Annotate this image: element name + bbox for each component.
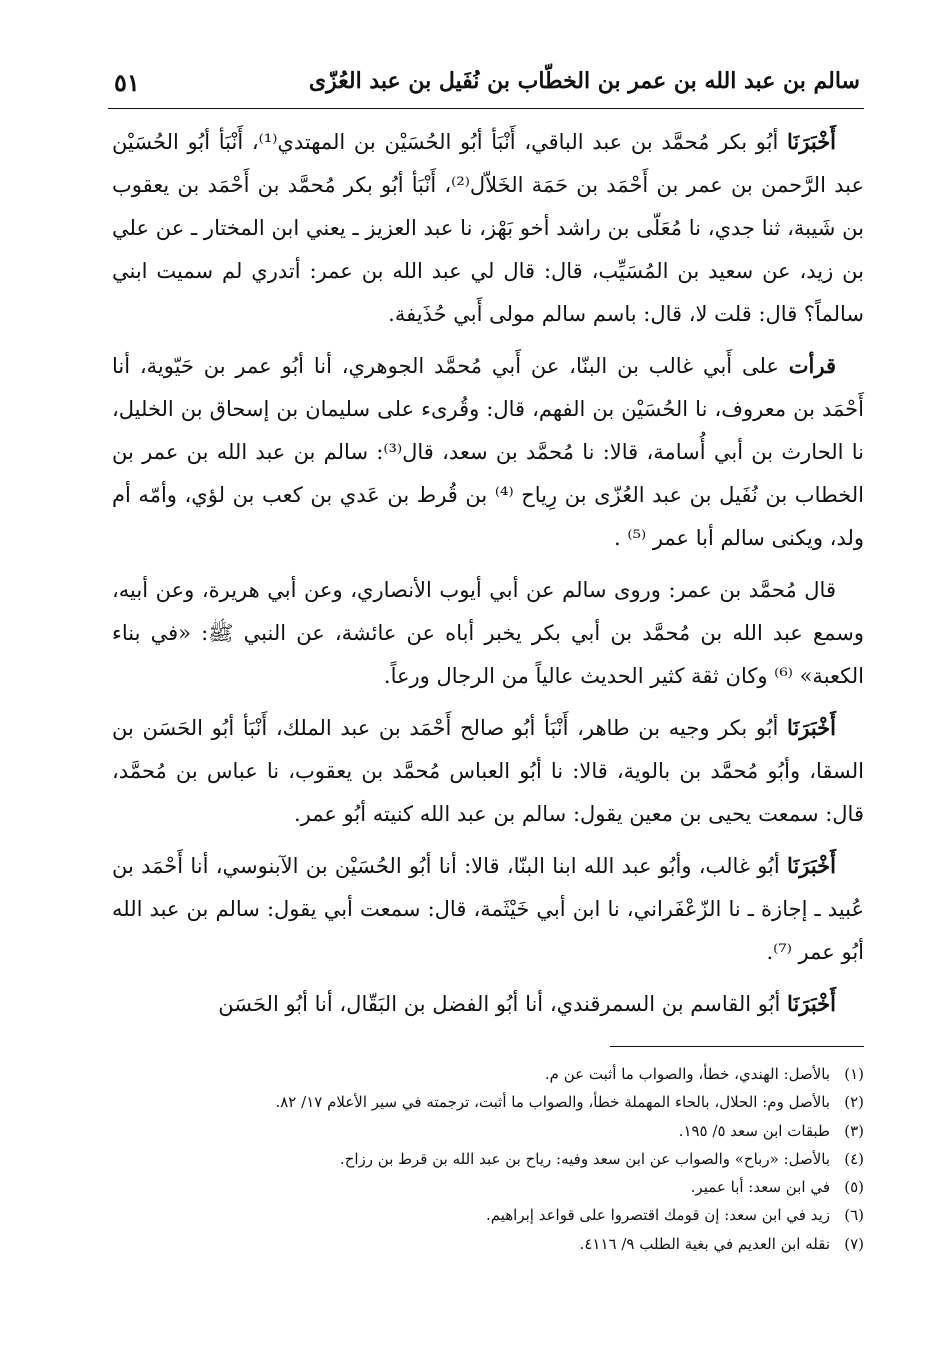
footnote	[150, 1117, 864, 1145]
main-text	[112, 120, 864, 1034]
paragraph	[112, 568, 864, 698]
footnote-number: (٢)	[844, 1093, 864, 1112]
footnote	[150, 1230, 864, 1258]
footnote	[150, 1060, 864, 1088]
paragraph	[112, 706, 864, 836]
paragraph-lead: أَخْبَرَنَا	[787, 853, 836, 878]
footnote-text: زيد في ابن سعد: إن قومك اقتصروا على قواعد إبراهيم.	[485, 1206, 830, 1225]
footnote-number: (٥)	[844, 1178, 864, 1197]
paragraph-text: أبُو بكر مُحمَّد بن عبد الباقي، أَنْبَأ أبُو الحُسَيْن بن المهتدي⁽¹⁾، أَنْبَأ أبُو الحُسَيْن عبد الرَّحمن بن عمر بن أَحْمَد بن حَمَة الخَلاّل⁽²⁾، أَنْبَأ أبُو بكر مُحمَّد بن أَحْمَد بن يعقوب بن شَيبة، ثنا جدي، نا مُعَلّى بن راشد أخو بَهْز، نا عبد العزيز ـ يعني ابن المختار ـ عن علي بن زيد، عن سعيد بن المُسَيِّب، قال: قال لي عبد الله بن عمر: أتدري لم سميت ابني سالماً؟ قال: قلت لا، قال: باسم سالم مولى أَبي حُذَيفة.	[112, 130, 864, 326]
footnote	[150, 1173, 864, 1201]
footnote-number: (٤)	[844, 1149, 864, 1168]
footnote-text: بالأصل: «رباح» والصواب عن ابن سعد وفيه: رياح بن عبد الله بن قرط بن رزاح.	[339, 1149, 830, 1168]
footnote-number: (٦)	[844, 1206, 864, 1225]
header-title: سالم بن عبد الله بن عمر بن الخطّاب بن نُفَيل بن عبد العُزّى	[308, 68, 860, 94]
footnote-separator	[610, 1046, 864, 1047]
paragraph-text: على أَبي غالب بن البنّا، عن أَبي مُحمَّد الجوهري، أنا أبُو عمر بن حَيّوية، أنا أَحْمَد بن معروف، نا الحُسَيْن بن الفهم، قال: وقُرىء على سليمان بن إسحاق بن الخليل، نا الحارث بن أبي أُسامة، قالا: نا مُحمَّد بن سعد، قال⁽³⁾: سالم بن عبد الله بن عمر بن الخطاب بن نُفَيل بن عبد العُزّى بن رِياح ⁽⁴⁾ بن قُرط بن عَدي بن كعب بن لؤي، وأمّه أم ولد، ويكنى سالم أبا عمر ⁽⁵⁾ .	[112, 354, 864, 550]
footnote	[150, 1145, 864, 1173]
footnotes	[150, 1060, 864, 1258]
footnote-text: في ابن سعد: أبا عمير.	[690, 1178, 830, 1197]
paragraph-lead: قرأت	[788, 353, 836, 378]
paragraph-text: أبُو غالب، وأبُو عبد الله ابنا البنّا، قالا: أنا أبُو الحُسَيْن بن الآبنوسي، أنا أَحْمَد بن عُبيد ـ إجازة ـ نا الزّعْفَراني، نا ابن أبي خَيْثَمة، قال: سمعت أبي يقول: سالم بن عبد الله أبُو عمر ⁽⁷⁾.	[112, 854, 864, 964]
paragraph-lead: أَخْبَرَنَا	[787, 715, 836, 740]
page-number: ٥١	[114, 68, 140, 97]
paragraph	[112, 982, 864, 1026]
paragraph	[112, 344, 864, 560]
paragraph	[112, 120, 864, 336]
footnote-text: بالأصل وم: الحلال، بالحاء المهملة خطأ، والصواب ما أثبت، ترجمته في سير الأعلام ١٧/ ٨٢.	[275, 1093, 830, 1112]
footnote	[150, 1201, 864, 1229]
footnote-number: (١)	[844, 1065, 864, 1083]
footnote-text: بالأصل: الهندي، خطأ، والصواب ما أثبت عن م.	[544, 1065, 830, 1083]
paragraph-text: أبُو بكر وجيه بن طاهر، أَنْبَأ أبُو صالح أَحْمَد بن عبد الملك، أَنْبَأ أبُو الحَسَن بن السقا، وأبُو مُحمَّد بن بالوية، قالا: نا أبُو العباس مُحمَّد بن يعقوب، نا عباس بن مُحمَّد، قال: سمعت يحيى بن معين يقول: سالم بن عبد الله كنيته أبُو عمر.	[112, 716, 864, 826]
footnote-number: (٣)	[844, 1121, 864, 1140]
paragraph-lead: أَخْبَرَنَا	[787, 129, 837, 154]
paragraph	[112, 844, 864, 974]
paragraph-lead: أَخْبَرَنَا	[787, 991, 836, 1016]
paragraph-text: أبُو القاسم بن السمرقندي، أنا أبُو الفضل بن البَقّال، أنا أبُو الحَسَن	[218, 992, 788, 1016]
footnote	[150, 1088, 864, 1116]
footnote-number: (٧)	[844, 1234, 864, 1253]
paragraph-text: قال مُحمَّد بن عمر: وروى سالم عن أبي أيوب الأنصاري، وعن أبي هريرة، وعن أبيه، وسمع عبد الله بن مُحمَّد بن أبي بكر يخبر أباه عن عائشة، عن النبي ﷺ: «في بناء الكعبة» ⁽⁶⁾ وكان ثقة كثير الحديث عالياً من الرجال ورعاً.	[112, 578, 864, 688]
running-header	[108, 62, 864, 109]
footnote-text: نقله ابن العديم في بغية الطلب ٩/ ٤١١٦.	[579, 1234, 830, 1253]
footnote-text: طبقات ابن سعد ٥/ ١٩٥.	[678, 1121, 830, 1140]
